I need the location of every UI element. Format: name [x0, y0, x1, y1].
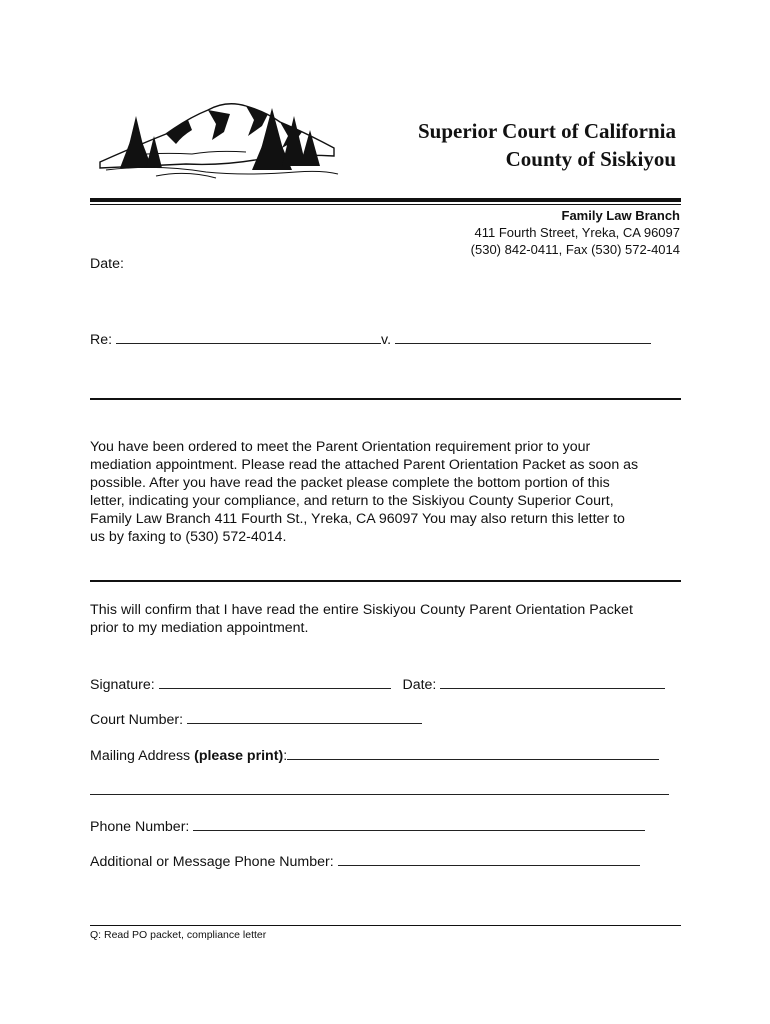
footer-note: Q: Read PO packet, compliance letter: [90, 929, 267, 941]
petitioner-field[interactable]: [116, 329, 381, 344]
please-print-note: (please print): [194, 748, 284, 764]
mailing-address-label: Mailing Address: [90, 748, 195, 764]
phone-number-field[interactable]: [193, 816, 645, 831]
confirmation-statement: This will confirm that I have read the entire Siskiyou County Parent Orientation Packet prior to my mediation appointment.: [90, 602, 633, 636]
branch-name: Family Law Branch: [561, 208, 680, 223]
section-divider-2: [90, 580, 681, 582]
section-divider-1: [90, 398, 681, 400]
header-divider-thin: [90, 204, 681, 205]
footer-divider: [90, 925, 681, 926]
respondent-field[interactable]: [395, 329, 651, 344]
signature-label: Signature:: [90, 677, 155, 693]
court-name-line2: County of Siskiyou: [505, 147, 676, 171]
date-label: Date:: [90, 256, 124, 272]
re-label: Re:: [90, 332, 113, 348]
signature-date-label: Date:: [402, 677, 437, 693]
signature-date-field[interactable]: [440, 674, 665, 689]
versus-label: v.: [381, 332, 392, 348]
court-number-label: Court Number:: [90, 712, 184, 728]
phone-fax: (530) 842-0411, Fax (530) 572-4014: [470, 242, 680, 257]
mailing-address-field-line2[interactable]: [90, 794, 669, 795]
street-address: 411 Fourth Street, Yreka, CA 96097: [474, 225, 680, 240]
additional-phone-field[interactable]: [338, 851, 640, 866]
court-name-line1: Superior Court of California: [417, 119, 676, 143]
header-divider-thick: [90, 198, 681, 202]
phone-number-label: Phone Number:: [90, 819, 190, 835]
instruction-paragraph: You have been ordered to meet the Parent Orientation requirement prior to your mediation appointment. Please read the attached Parent Orientation Packet as soon as possible. After you have read the packet please complete the bottom portion of this letter, indicating your compliance, and return to the Siskiyou County Superior Court, Family Law Branch 411 Fourth St., Yreka, CA 96097 You may also return this letter to us by faxing to (530) 572-4014.: [90, 439, 639, 545]
additional-phone-label: Additional or Message Phone Number:: [90, 854, 334, 870]
court-number-field[interactable]: [187, 709, 422, 724]
signature-field[interactable]: [159, 674, 391, 689]
mailing-address-field[interactable]: [287, 745, 659, 760]
